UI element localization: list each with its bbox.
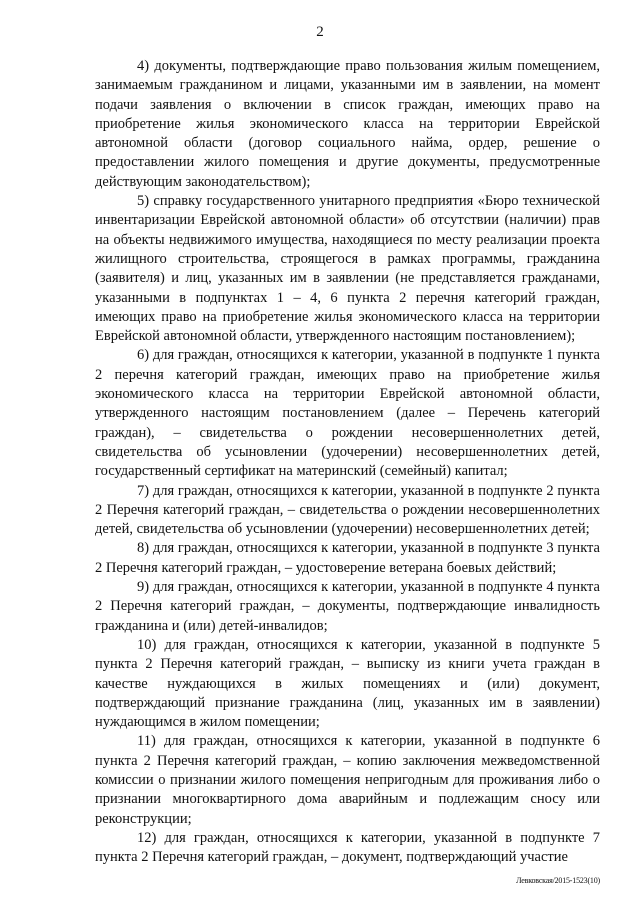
paragraph-item-5: 5) справку государственного унитарного предприятия «Бюро технической инвентаризации Еврейской автономной области» об отсутствии (наличии) прав на объекты недвижимого имущества, находящиеся по месту реализации проекта жилищного строительства, строящегося в рамках программы, гражданина (заявителя) и лиц, указанных им в заявлении (не представляется гражданами, указанными в подпунктах 1 – 4, 6 пункта 2 перечня категорий граждан, имеющих право на приобретение жилья экономического класса на территории Еврейской автономной области, утвержденного настоящим постановлением); <box>95 193 600 345</box>
paragraph-item-11: 11) для граждан, относящихся к категории, указанной в подпункте 6 пункта 2 Перечня категорий граждан, – копию заключения межведомственной комиссии о признании жилого помещения непригодным для проживания либо о признании многоквартирного дома аварийным и подлежащим сносу или реконструкции; <box>95 733 600 827</box>
paragraph-item-9: 9) для граждан, относящихся к категории, указанной в подпункте 4 пункта 2 Перечня категорий граждан, – документы, подтверждающие инвалидность гражданина и (или) детей-инвалидов; <box>95 579 600 634</box>
footer-document-code: Левковская/2015-1523(10) <box>516 876 600 885</box>
paragraph-item-10: 10) для граждан, относящихся к категории, указанной в подпункте 5 пункта 2 Перечня категорий граждан, – выписку из книги учета граждан в качестве нуждающихся в жилых помещениях и (или) документ, подтверждающий признание гражданина (лиц, указанных им в заявлении) нуждающимся в жилом помещении; <box>95 636 600 731</box>
paragraph-item-6: 6) для граждан, относящихся к категории, указанной в подпункте 1 пункта 2 перечня категорий граждан, имеющих право на приобретение жилья экономического класса на территории Еврейской автономной области, утвержденного настоящим постановлением (далее – Перечень категорий граждан), – свидетельства о рождении несовершеннолетних детей, свидетельства об усыновлении (удочерении) несовершеннолетних детей, государственный сертификат на материнский (семейный) капитал; <box>95 347 600 480</box>
paragraph-item-8: 8) для граждан, относящихся к категории, указанной в подпункте 3 пункта 2 Перечня категорий граждан, – удостоверение ветерана боевых действий; <box>95 540 600 576</box>
paragraph-item-4: 4) документы, подтверждающие право пользования жилым помещением, занимаемым гражданином и лицами, указанными им в заявлении, на момент подачи заявления о включении в список граждан, имеющих право на приобретение жилья экономического класса на территории Еврейской автономной области (договор социального найма, ордер, решение о предоставлении жилого помещения и другие документы, предусмотренные действующим законодательством); <box>95 58 600 190</box>
paragraph-item-12: 12) для граждан, относящихся к категории, указанной в подпункте 7 пункта 2 Перечня категорий граждан, – документ, подтверждающий участие <box>95 829 600 866</box>
document-body <box>95 57 600 867</box>
paragraph-item-7: 7) для граждан, относящихся к категории, указанной в подпункте 2 пункта 2 Перечня категорий граждан, – свидетельства о рождении несовершеннолетних детей, свидетельства об усыновлении (удочерении) несовершеннолетних детей; <box>95 482 600 538</box>
page-number: 2 <box>316 24 324 40</box>
